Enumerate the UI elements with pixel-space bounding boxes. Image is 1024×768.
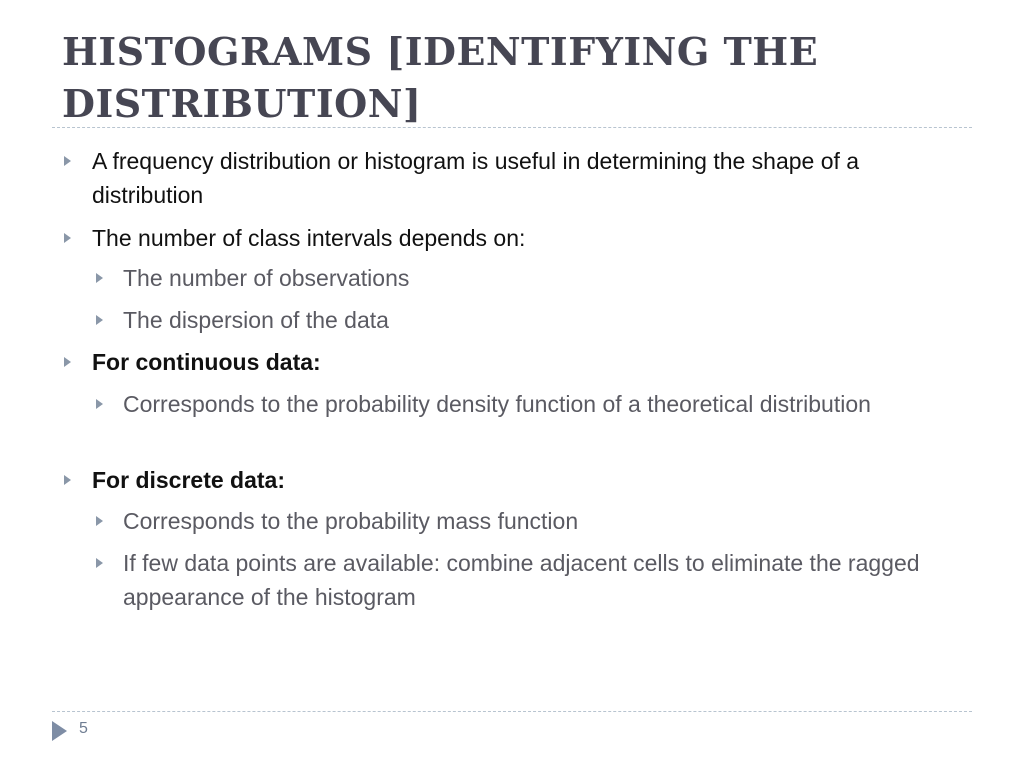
- bullet-arrow-icon: [96, 516, 103, 526]
- bullet-arrow-icon: [64, 475, 71, 485]
- bullet-item: [92, 463, 972, 497]
- bullet-arrow-icon: [64, 357, 71, 367]
- bullet-arrow-icon: [64, 156, 71, 166]
- bullet-arrow-icon: [96, 558, 103, 568]
- page-number: 5: [79, 720, 88, 737]
- bullet-item: [92, 345, 972, 379]
- sub-bullet-item: [123, 546, 943, 614]
- sub-bullet-item: [123, 387, 943, 421]
- sub-bullet-item: [123, 261, 943, 295]
- bullet-text: The number of observations: [123, 265, 410, 291]
- title-divider: [52, 127, 972, 128]
- bullet-text: For continuous data:: [92, 349, 321, 375]
- bullet-arrow-icon: [96, 273, 103, 283]
- bullet-arrow-icon: [96, 315, 103, 325]
- bullet-item: [92, 144, 972, 212]
- bullet-arrow-icon: [96, 399, 103, 409]
- bullet-text: The number of class intervals depends on:: [92, 225, 526, 251]
- bullet-item: [92, 221, 972, 255]
- bullet-text: Corresponds to the probability mass function: [123, 508, 579, 534]
- sub-bullet-item: [123, 303, 943, 337]
- sub-bullet-item: [123, 504, 943, 538]
- bullet-text: If few data points are available: combine adjacent cells to eliminate the ragged appearance of the histogram: [123, 550, 920, 610]
- bullet-arrow-icon: [64, 233, 71, 243]
- bullet-text: For discrete data:: [92, 467, 285, 493]
- footer-divider: [52, 711, 972, 712]
- bullet-text: The dispersion of the data: [123, 307, 389, 333]
- bullet-text: A frequency distribution or histogram is useful in determining the shape of a distribution: [92, 148, 860, 208]
- footer-triangle-icon: [52, 721, 67, 741]
- slide-title: HISTOGRAMS [IDENTIFYING THE DISTRIBUTION]: [62, 29, 819, 126]
- bullet-text: Corresponds to the probability density function of a theoretical distribution: [123, 391, 871, 417]
